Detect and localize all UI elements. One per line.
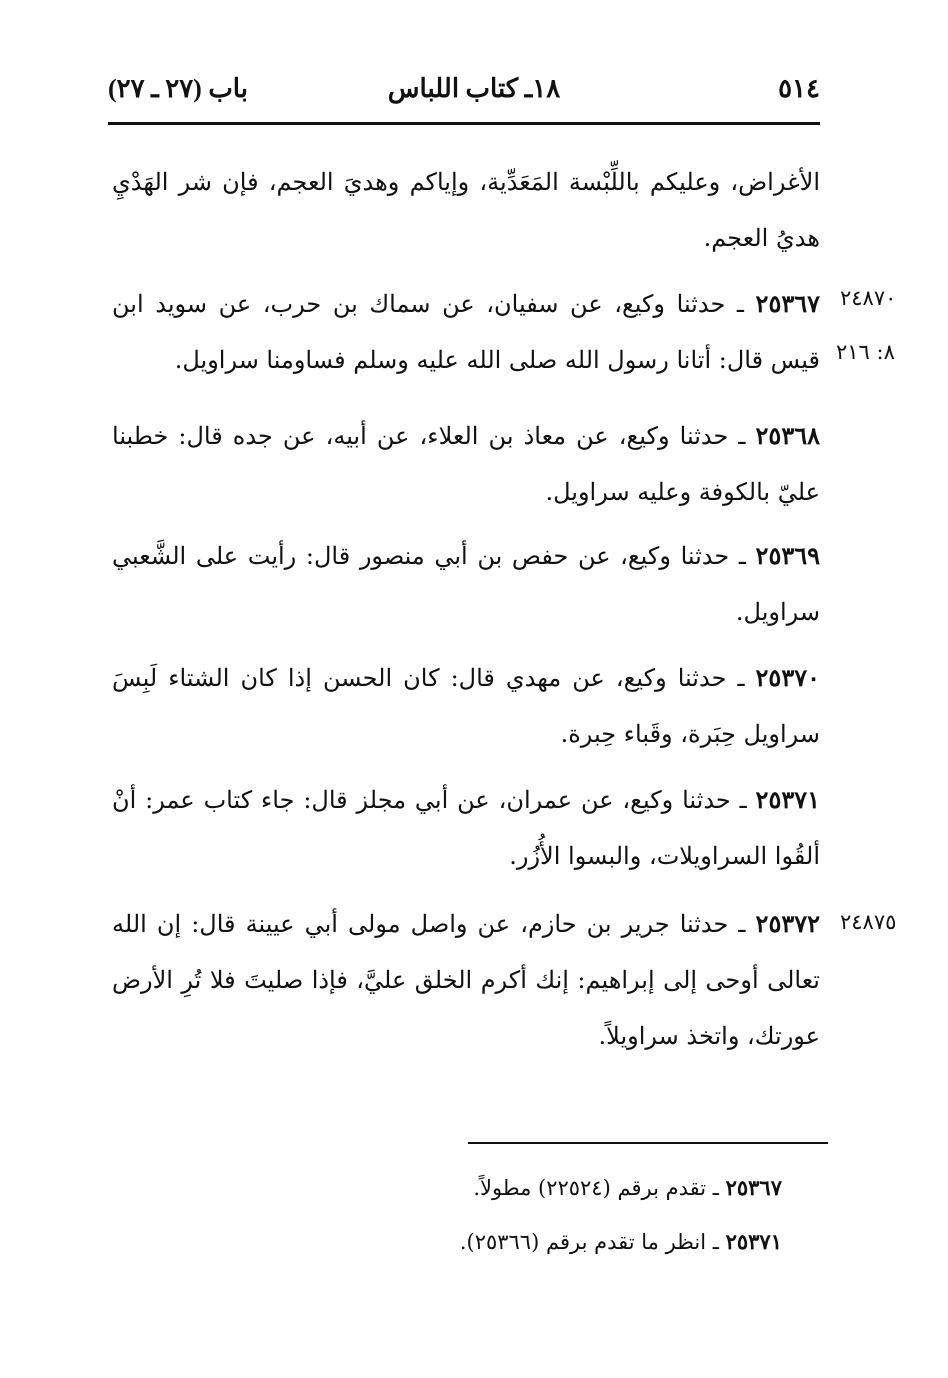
hadith-number: ٢٥٣٦٩ bbox=[755, 541, 820, 570]
hadith-25369 bbox=[112, 528, 820, 640]
hadith-text: ـ حدثنا وكيع، عن معاذ بن العلاء، عن أبيه، عن جده قال: خطبنا عليّ بالكوفة وعليه سراويل. bbox=[112, 422, 820, 506]
hadith-text: ـ حدثنا جرير بن حازم، عن واصل مولى أبي عيينة قال: إن الله تعالى أوحى إلى إبراهيم: إنك أكرم الخلق عليَّ، فإذا صليتَ فلا تُرِ الأرض عورتك، واتخذ سراويلاً. bbox=[112, 910, 820, 1050]
header-rule bbox=[108, 122, 820, 125]
footnote-number: ٢٥٣٧١ bbox=[725, 1229, 782, 1254]
hadith-25370 bbox=[112, 650, 820, 762]
footnote bbox=[300, 1168, 782, 1208]
hadith-number: ٢٥٣٧١ bbox=[755, 785, 820, 814]
chapter-heading: باب (٢٧ ـ ٢٧) bbox=[108, 74, 248, 103]
hadith-text: ـ حدثنا وكيع، عن حفص بن أبي منصور قال: رأيت على الشَّعبي سراويل. bbox=[112, 542, 820, 626]
hadith-number: ٢٥٣٧٠ bbox=[755, 663, 820, 692]
hadith-text: ـ حدثنا وكيع، عن سفيان، عن سماك بن حرب، عن سويد ابن قيس قال: أتانا رسول الله صلى الله عليه وسلم فساومنا سراويل. bbox=[112, 290, 820, 374]
footnote-text: ـ تقدم برقم (٢٢٥٢٤) مطولاً. bbox=[473, 1176, 719, 1200]
paragraph-continuation bbox=[112, 154, 820, 266]
hadith-text: ـ حدثنا وكيع، عن عمران، عن أبي مجلز قال: جاء كتاب عمر: أنْ ألقُوا السراويلات، والبسوا الأُزُر. bbox=[112, 786, 820, 870]
footnote-number: ٢٥٣٦٧ bbox=[725, 1175, 782, 1200]
hadith-25372 bbox=[112, 896, 820, 1064]
book-title: ١٨ـ كتاب اللباس bbox=[387, 74, 561, 103]
footnote-rule bbox=[468, 1142, 828, 1144]
hadith-number: ٢٥٣٦٧ bbox=[755, 289, 820, 318]
margin-note: ٢٤٨٧٠ bbox=[840, 286, 897, 310]
paragraph-text: الأغراض، وعليكم باللِّبْسة المَعَدِّية، وإياكم وهديَ العجم، فإن شر الهَدْيِ هديُ العجم. bbox=[112, 168, 820, 252]
margin-note: ٨: ٢١٦ bbox=[836, 340, 895, 364]
page-number: ٥١٤ bbox=[778, 74, 820, 103]
footnote bbox=[300, 1222, 782, 1262]
hadith-25368 bbox=[112, 408, 820, 520]
hadith-number: ٢٥٣٦٨ bbox=[755, 421, 820, 450]
hadith-text: ـ حدثنا وكيع، عن مهدي قال: كان الحسن إذا كان الشتاء لَبِسَ سراويل حِبَرة، وقَباء حِبرة. bbox=[112, 664, 820, 748]
hadith-25367 bbox=[112, 276, 820, 388]
margin-note: ٢٤٨٧٥ bbox=[840, 910, 897, 934]
footnote-text: ـ انظر ما تقدم برقم (٢٥٣٦٦). bbox=[459, 1230, 719, 1254]
hadith-number: ٢٥٣٧٢ bbox=[755, 909, 820, 938]
hadith-25371 bbox=[112, 772, 820, 884]
